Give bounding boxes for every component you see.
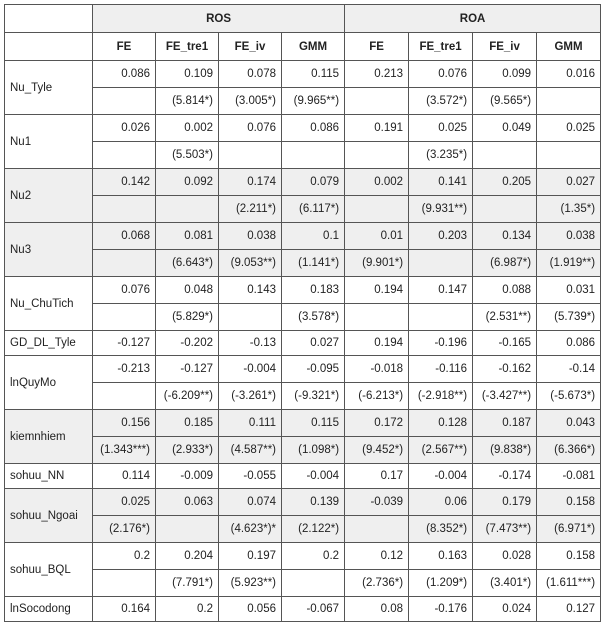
column-header: FE_tre1 <box>156 33 219 61</box>
coefficient-cell: 0.158 <box>537 489 601 516</box>
tstat-cell <box>282 570 345 597</box>
column-header: GMM <box>282 33 345 61</box>
tstat-cell: (1.611***) <box>537 570 601 597</box>
coefficient-cell: -0.018 <box>345 356 409 383</box>
tstat-cell <box>93 570 156 597</box>
column-header: FE <box>93 33 156 61</box>
coefficient-cell: 0.134 <box>473 223 537 250</box>
coefficient-cell: 0.074 <box>219 489 282 516</box>
tstat-cell: (-2.918**) <box>409 383 473 410</box>
tstat-cell: (5.739*) <box>537 304 601 331</box>
table-row <box>5 223 601 250</box>
tstat-cell <box>345 88 409 115</box>
coefficient-cell: 0.109 <box>156 61 219 88</box>
coefficient-cell: -0.009 <box>156 464 219 489</box>
table-row <box>5 356 601 383</box>
coefficient-cell: 0.191 <box>345 115 409 142</box>
coefficient-cell: -0.004 <box>219 356 282 383</box>
coefficient-cell: 0.142 <box>93 169 156 196</box>
coefficient-cell: -0.127 <box>93 331 156 356</box>
table-row <box>5 169 601 196</box>
table-row <box>5 61 601 88</box>
variable-label: Nu3 <box>5 223 93 277</box>
coefficient-cell: 0.088 <box>473 277 537 304</box>
coefficient-cell: 0.2 <box>282 543 345 570</box>
coefficient-cell: 0.079 <box>282 169 345 196</box>
coefficient-cell: 0.203 <box>409 223 473 250</box>
table-row <box>5 464 601 489</box>
coefficient-cell: 0.183 <box>282 277 345 304</box>
coefficient-cell: 0.086 <box>282 115 345 142</box>
tstat-cell: (6.643*) <box>156 250 219 277</box>
tstat-cell: (-6.209**) <box>156 383 219 410</box>
coefficient-cell: 0.099 <box>473 61 537 88</box>
coefficient-cell: 0.016 <box>537 61 601 88</box>
group-header-row <box>5 5 601 33</box>
corner-cell <box>5 33 93 61</box>
variable-label: sohuu_NN <box>5 464 93 489</box>
coefficient-cell: 0.081 <box>156 223 219 250</box>
tstat-cell <box>156 516 219 543</box>
coefficient-cell: 0.205 <box>473 169 537 196</box>
tstat-cell: (9.838*) <box>473 437 537 464</box>
coefficient-cell: 0.115 <box>282 410 345 437</box>
tstat-cell <box>409 304 473 331</box>
coefficient-cell: 0.197 <box>219 543 282 570</box>
coefficient-cell: -0.165 <box>473 331 537 356</box>
tstat-cell: (-5.673*) <box>537 383 601 410</box>
tstat-cell: (9.053**) <box>219 250 282 277</box>
coefficient-cell: -0.176 <box>409 597 473 622</box>
tstat-cell: (7.791*) <box>156 570 219 597</box>
coefficient-cell: -0.13 <box>219 331 282 356</box>
coefficient-cell: -0.081 <box>537 464 601 489</box>
variable-label: sohuu_BQL <box>5 543 93 597</box>
column-header: FE_iv <box>219 33 282 61</box>
tstat-cell: (4.587**) <box>219 437 282 464</box>
coefficient-cell: 0.076 <box>93 277 156 304</box>
stat-row <box>5 250 601 277</box>
stat-row <box>5 88 601 115</box>
stat-row <box>5 304 601 331</box>
tstat-cell: (2.122*) <box>282 516 345 543</box>
tstat-cell <box>537 88 601 115</box>
coefficient-cell: -0.127 <box>156 356 219 383</box>
column-header: FE_iv <box>473 33 537 61</box>
tstat-cell <box>156 196 219 223</box>
table-row <box>5 597 601 622</box>
tstat-cell: (-6.213*) <box>345 383 409 410</box>
tstat-cell: (2.736*) <box>345 570 409 597</box>
coefficient-cell: 0.031 <box>537 277 601 304</box>
coefficient-cell: -0.055 <box>219 464 282 489</box>
column-header: GMM <box>537 33 601 61</box>
tstat-cell: (5.829*) <box>156 304 219 331</box>
column-header: FE <box>345 33 409 61</box>
tstat-cell: (9.452*) <box>345 437 409 464</box>
variable-label: Nu1 <box>5 115 93 169</box>
coefficient-cell: 0.038 <box>219 223 282 250</box>
coefficient-cell: -0.095 <box>282 356 345 383</box>
variable-label: lnQuyMo <box>5 356 93 410</box>
tstat-cell: (5.814*) <box>156 88 219 115</box>
tstat-cell: (7.473**) <box>473 516 537 543</box>
tstat-cell: (1.35*) <box>537 196 601 223</box>
coefficient-cell: -0.004 <box>409 464 473 489</box>
tstat-cell: (1.098*) <box>282 437 345 464</box>
coefficient-cell: 0.043 <box>537 410 601 437</box>
tstat-cell: (6.987*) <box>473 250 537 277</box>
tstat-cell: (5.923**) <box>219 570 282 597</box>
stat-row <box>5 437 601 464</box>
coefficient-cell: -0.174 <box>473 464 537 489</box>
coefficient-cell: 0.025 <box>409 115 473 142</box>
table-row <box>5 489 601 516</box>
corner-cell <box>5 5 93 33</box>
coefficient-cell: 0.056 <box>219 597 282 622</box>
coefficient-cell: 0.115 <box>282 61 345 88</box>
stat-row <box>5 196 601 223</box>
tstat-cell <box>93 142 156 169</box>
coefficient-cell: 0.076 <box>409 61 473 88</box>
tstat-cell <box>282 142 345 169</box>
coefficient-cell: -0.039 <box>345 489 409 516</box>
tstat-cell: (2.211*) <box>219 196 282 223</box>
tstat-cell <box>93 88 156 115</box>
tstat-cell <box>473 142 537 169</box>
tstat-cell: (-3.261*) <box>219 383 282 410</box>
tstat-cell: (-9.321*) <box>282 383 345 410</box>
tstat-cell: (9.931**) <box>409 196 473 223</box>
tstat-cell <box>537 142 601 169</box>
tstat-cell <box>345 304 409 331</box>
table-body <box>5 61 601 622</box>
tstat-cell: (3.235*) <box>409 142 473 169</box>
tstat-cell: (3.578*) <box>282 304 345 331</box>
regression-table <box>4 4 601 622</box>
coefficient-cell: 0.027 <box>537 169 601 196</box>
coefficient-cell: 0.024 <box>473 597 537 622</box>
tstat-cell: (6.971*) <box>537 516 601 543</box>
tstat-cell: (4.623*)* <box>219 516 282 543</box>
tstat-cell: (9.965**) <box>282 88 345 115</box>
coefficient-cell: 0.128 <box>409 410 473 437</box>
coefficient-cell: 0.164 <box>93 597 156 622</box>
coefficient-cell: 0.025 <box>93 489 156 516</box>
tstat-cell <box>219 142 282 169</box>
variable-label: GD_DL_Tyle <box>5 331 93 356</box>
coefficient-cell: 0.092 <box>156 169 219 196</box>
tstat-cell: (8.352*) <box>409 516 473 543</box>
variable-label: Nu_ChuTich <box>5 277 93 331</box>
variable-label: Nu_Tyle <box>5 61 93 115</box>
tstat-cell <box>345 516 409 543</box>
tstat-cell <box>345 142 409 169</box>
coefficient-cell: 0.028 <box>473 543 537 570</box>
column-header-row <box>5 33 601 61</box>
coefficient-cell: -0.14 <box>537 356 601 383</box>
tstat-cell: (3.401*) <box>473 570 537 597</box>
variable-label: sohuu_Ngoai <box>5 489 93 543</box>
coefficient-cell: -0.202 <box>156 331 219 356</box>
coefficient-cell: -0.196 <box>409 331 473 356</box>
coefficient-cell: 0.2 <box>156 597 219 622</box>
coefficient-cell: 0.213 <box>345 61 409 88</box>
table-row <box>5 543 601 570</box>
coefficient-cell: 0.078 <box>219 61 282 88</box>
tstat-cell: (2.531**) <box>473 304 537 331</box>
coefficient-cell: 0.068 <box>93 223 156 250</box>
tstat-cell: (1.919**) <box>537 250 601 277</box>
tstat-cell: (6.366*) <box>537 437 601 464</box>
coefficient-cell: 0.143 <box>219 277 282 304</box>
group-header-ros: ROS <box>93 5 345 33</box>
tstat-cell: (5.503*) <box>156 142 219 169</box>
coefficient-cell: 0.076 <box>219 115 282 142</box>
coefficient-cell: 0.163 <box>409 543 473 570</box>
stat-row <box>5 383 601 410</box>
coefficient-cell: 0.139 <box>282 489 345 516</box>
variable-label: kiemnhiem <box>5 410 93 464</box>
tstat-cell <box>473 196 537 223</box>
coefficient-cell: 0.147 <box>409 277 473 304</box>
coefficient-cell: 0.063 <box>156 489 219 516</box>
tstat-cell: (1.209*) <box>409 570 473 597</box>
coefficient-cell: 0.1 <box>282 223 345 250</box>
tstat-cell: (1.141*) <box>282 250 345 277</box>
coefficient-cell: 0.141 <box>409 169 473 196</box>
tstat-cell <box>93 196 156 223</box>
table-row <box>5 331 601 356</box>
variable-label: Nu2 <box>5 169 93 223</box>
coefficient-cell: 0.025 <box>537 115 601 142</box>
coefficient-cell: 0.06 <box>409 489 473 516</box>
tstat-cell: (9.565*) <box>473 88 537 115</box>
coefficient-cell: 0.156 <box>93 410 156 437</box>
coefficient-cell: 0.194 <box>345 277 409 304</box>
coefficient-cell: -0.004 <box>282 464 345 489</box>
coefficient-cell: 0.038 <box>537 223 601 250</box>
tstat-cell <box>409 250 473 277</box>
coefficient-cell: 0.185 <box>156 410 219 437</box>
coefficient-cell: 0.027 <box>282 331 345 356</box>
tstat-cell: (2.176*) <box>93 516 156 543</box>
column-header: FE_tre1 <box>409 33 473 61</box>
variable-label: lnSocodong <box>5 597 93 622</box>
tstat-cell <box>93 304 156 331</box>
tstat-cell: (2.933*) <box>156 437 219 464</box>
coefficient-cell: 0.158 <box>537 543 601 570</box>
coefficient-cell: 0.048 <box>156 277 219 304</box>
stat-row <box>5 570 601 597</box>
coefficient-cell: 0.086 <box>537 331 601 356</box>
tstat-cell: (9.901*) <box>345 250 409 277</box>
tstat-cell: (6.117*) <box>282 196 345 223</box>
coefficient-cell: -0.067 <box>282 597 345 622</box>
coefficient-cell: 0.172 <box>345 410 409 437</box>
coefficient-cell: -0.213 <box>93 356 156 383</box>
coefficient-cell: 0.049 <box>473 115 537 142</box>
coefficient-cell: 0.01 <box>345 223 409 250</box>
coefficient-cell: 0.174 <box>219 169 282 196</box>
coefficient-cell: -0.116 <box>409 356 473 383</box>
coefficient-cell: 0.194 <box>345 331 409 356</box>
coefficient-cell: 0.002 <box>345 169 409 196</box>
coefficient-cell: 0.2 <box>93 543 156 570</box>
tstat-cell: (1.343***) <box>93 437 156 464</box>
tstat-cell: (3.005*) <box>219 88 282 115</box>
coefficient-cell: 0.12 <box>345 543 409 570</box>
table-row <box>5 115 601 142</box>
stat-row <box>5 516 601 543</box>
coefficient-cell: 0.179 <box>473 489 537 516</box>
coefficient-cell: 0.17 <box>345 464 409 489</box>
coefficient-cell: -0.162 <box>473 356 537 383</box>
tstat-cell: (2.567**) <box>409 437 473 464</box>
coefficient-cell: 0.002 <box>156 115 219 142</box>
coefficient-cell: 0.111 <box>219 410 282 437</box>
group-header-roa: ROA <box>345 5 601 33</box>
tstat-cell <box>345 196 409 223</box>
table-row <box>5 277 601 304</box>
tstat-cell: (-3.427**) <box>473 383 537 410</box>
coefficient-cell: 0.026 <box>93 115 156 142</box>
coefficient-cell: 0.086 <box>93 61 156 88</box>
coefficient-cell: 0.187 <box>473 410 537 437</box>
coefficient-cell: 0.08 <box>345 597 409 622</box>
tstat-cell <box>93 383 156 410</box>
coefficient-cell: 0.114 <box>93 464 156 489</box>
tstat-cell <box>93 250 156 277</box>
tstat-cell <box>219 304 282 331</box>
tstat-cell: (3.572*) <box>409 88 473 115</box>
coefficient-cell: 0.127 <box>537 597 601 622</box>
stat-row <box>5 142 601 169</box>
coefficient-cell: 0.204 <box>156 543 219 570</box>
table-row <box>5 410 601 437</box>
